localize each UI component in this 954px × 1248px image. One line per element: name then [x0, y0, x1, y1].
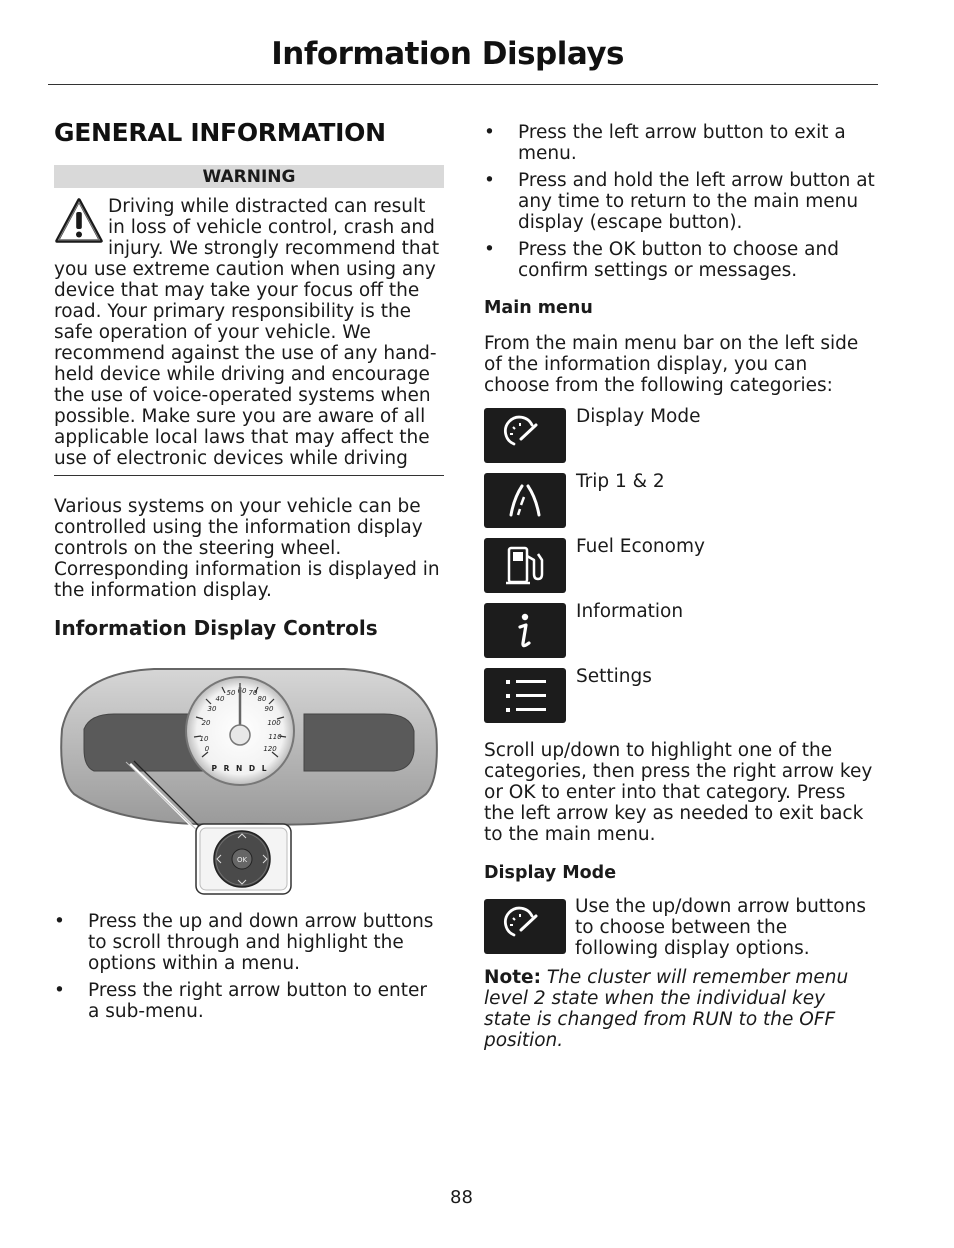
title-divider: [48, 84, 878, 85]
main-menu-intro: From the main menu bar on the left side of the information display, you can choose from the following categories:: [484, 333, 859, 396]
note-text: The cluster will remember menu level 2 state when the individual key state is changed from RUN to the OFF position.: [484, 967, 849, 1051]
list-item: • Press the right arrow button to enter a sub-menu.: [54, 980, 428, 1022]
warning-label: WARNING: [54, 165, 444, 188]
gauge-icon: [484, 408, 566, 463]
list-item: • Press the up and down arrow buttons to scroll through and highlight the options within a menu.: [54, 911, 434, 974]
menu-item-trip: [484, 473, 876, 538]
menu-item-label: Settings: [576, 666, 652, 687]
speed-label: 120: [263, 745, 277, 753]
right-bullet-list: [484, 122, 876, 281]
menu-item-label: Information: [576, 601, 684, 622]
warning-triangle-icon: [54, 196, 104, 246]
page-title: Information Displays: [271, 36, 624, 72]
menu-item-label: Fuel Economy: [576, 536, 705, 557]
intro-paragraph: Various systems on your vehicle can be controlled using the information display controls on the steering wheel. Corresponding information is displayed in the information display.: [54, 496, 440, 601]
warning-text: Driving while distracted can result in loss of vehicle control, crash and injury. We strongly recommend that you use extreme caution when using any device that may take your focus off the road. Your primary responsibility is the safe operation of your vehicle. We recommend against the use of any hand-held device while driving and encourage the use of voice-operated systems when possible. Make sure you are aware of all applicable local laws that may affect the use of electronic devices while driving: [54, 196, 440, 469]
display-mode-heading: Display Mode: [484, 863, 617, 883]
menu-item-fuel-economy: [484, 538, 876, 603]
list-icon: [484, 668, 566, 723]
ok-button-label: OK: [236, 856, 248, 864]
speed-label: 40: [215, 695, 225, 703]
gear-indicator: P R N D L: [211, 764, 269, 773]
speed-label: 30: [207, 705, 217, 713]
menu-item-information: [484, 603, 876, 668]
instrument-cluster-illustration: [54, 659, 444, 899]
list-item: • Press the OK button to choose and confirm settings or messages.: [484, 239, 839, 281]
speed-label: 20: [201, 719, 211, 727]
warning-divider: [54, 475, 444, 476]
speed-label: 70: [248, 689, 258, 697]
left-bullet-list: [54, 911, 444, 1022]
gauge-icon: [484, 899, 566, 954]
menu-item-label: Display Mode: [576, 406, 701, 427]
list-item: • Press and hold the left arrow button at any time to return to the main menu display (escape button).: [484, 170, 875, 233]
right-column: [484, 122, 876, 1051]
display-mode-row: [484, 896, 876, 965]
page-number: 88: [450, 1187, 473, 1208]
speed-label: 90: [264, 705, 274, 713]
list-item: • Press the left arrow button to exit a menu.: [484, 122, 846, 164]
fuel-pump-icon: [484, 538, 566, 593]
speed-label: 10: [199, 735, 209, 743]
speed-label: 0: [204, 745, 210, 753]
menu-category-list: [484, 408, 876, 733]
speed-label: 50: [226, 689, 236, 697]
controls-heading: Information Display Controls: [54, 616, 378, 640]
menu-item-settings: [484, 668, 876, 733]
speed-label: 110: [268, 733, 282, 741]
menu-item-label: Trip 1 & 2: [576, 471, 665, 492]
speed-label: 80: [257, 695, 267, 703]
main-menu-heading: Main menu: [484, 298, 593, 318]
left-column: [54, 118, 444, 1028]
scroll-instructions: Scroll up/down to highlight one of the categories, then press the right arrow key or OK to enter into that category. Press the left arrow key as needed to exit back to the main menu.: [484, 740, 873, 845]
note-label: Note:: [484, 967, 541, 988]
speed-label: 100: [267, 719, 281, 727]
warning-box: [54, 165, 444, 476]
road-icon: [484, 473, 566, 528]
menu-item-display-mode: [484, 408, 876, 473]
warning-body: [54, 196, 444, 469]
speed-label: 60: [237, 687, 247, 695]
info-icon: [484, 603, 566, 658]
section-heading: GENERAL INFORMATION: [54, 118, 386, 147]
note: [484, 967, 876, 1051]
display-mode-text: Use the up/down arrow buttons to choose between the following display options.: [575, 896, 866, 959]
